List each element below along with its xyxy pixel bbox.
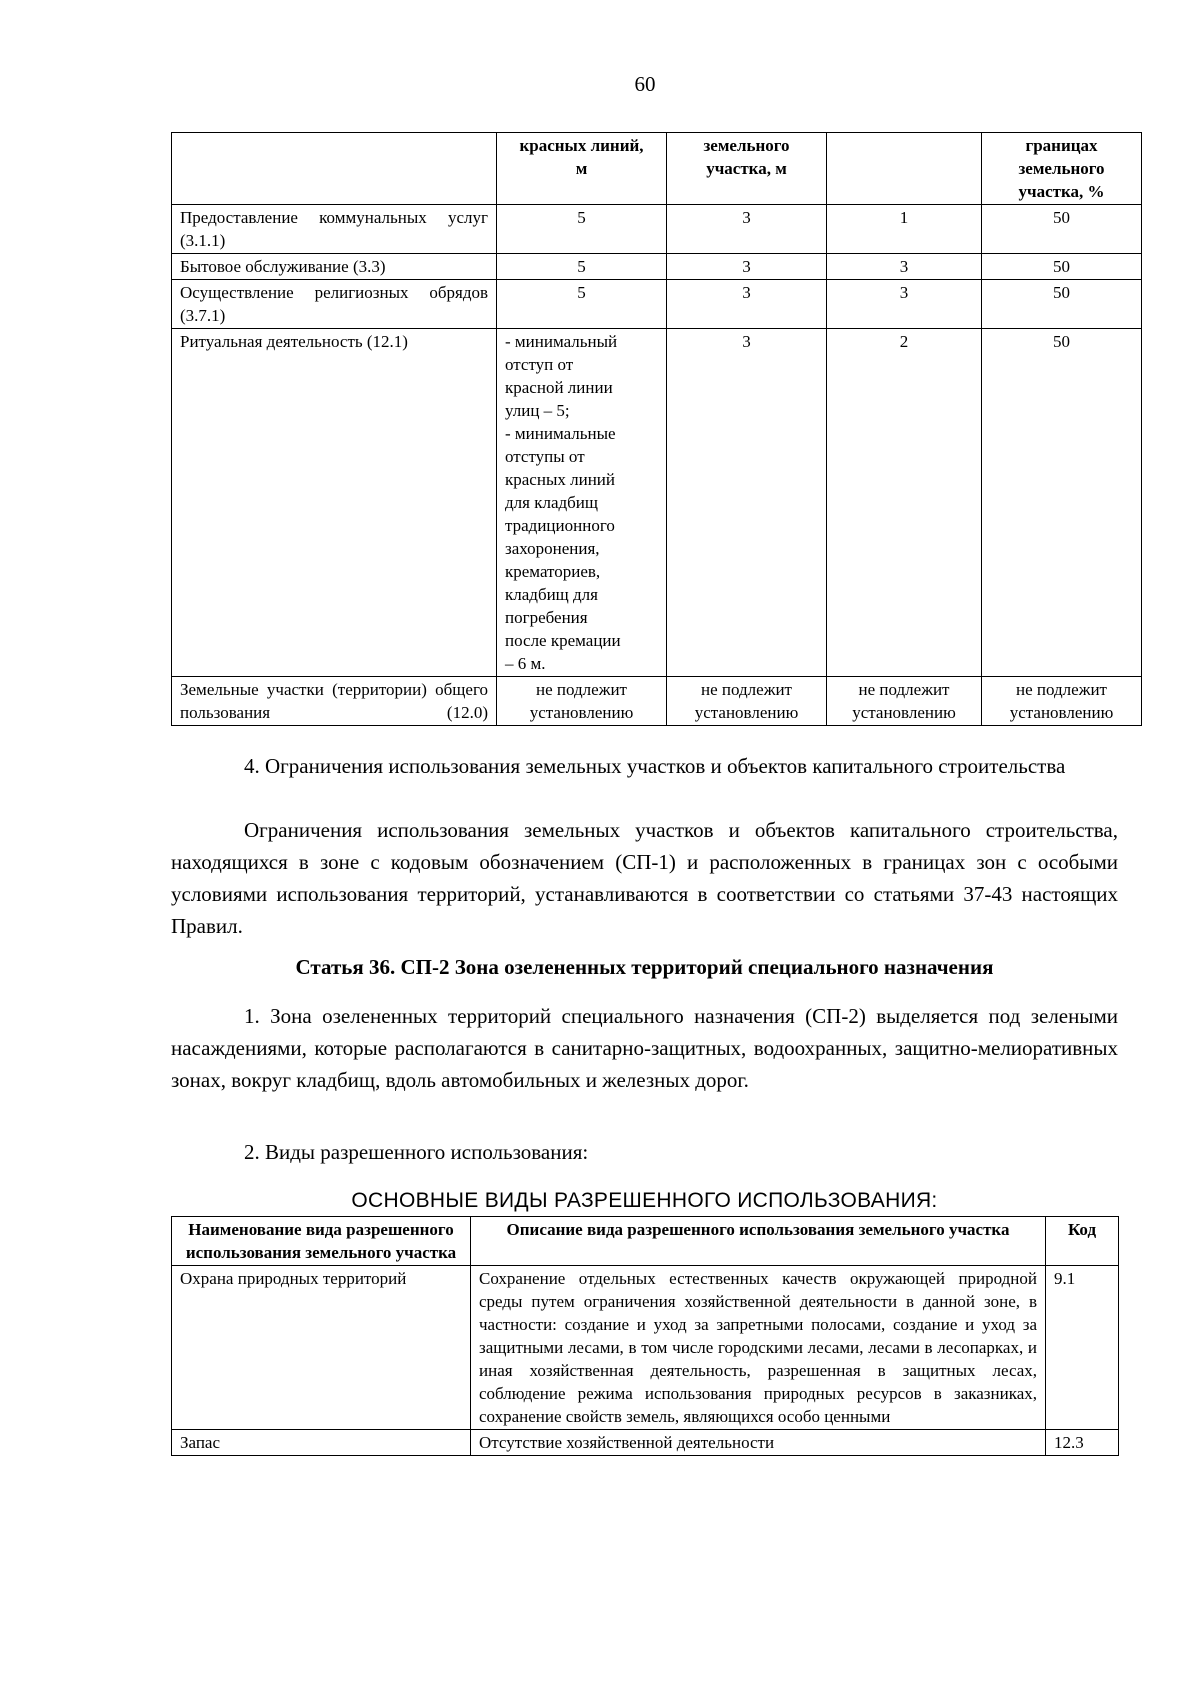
row-value: не подлежит установлению: [827, 677, 982, 726]
text-line: красной линии: [505, 378, 613, 397]
table-row: [172, 1266, 1119, 1430]
row-value: 3: [667, 329, 827, 677]
row-name: Ритуальная деятельность (12.1): [172, 329, 497, 677]
text-line: – 6 м.: [505, 654, 546, 673]
permitted-uses-table: [171, 1216, 1119, 1456]
ritual-setback-description: [497, 329, 667, 677]
text-line: улиц – 5;: [505, 401, 570, 420]
text-line: погребения: [505, 608, 588, 627]
table-header-row: [172, 133, 1142, 205]
row-value: 50: [982, 254, 1142, 280]
table-row: [172, 677, 1142, 726]
table-row: [172, 205, 1142, 254]
row-name: Предоставление коммунальных услуг (3.1.1): [172, 205, 497, 254]
use-description: Сохранение отдельных естественных качеств окружающей природной среды путем ограничения хозяйственной деятельности в данной зоне, в частности: создание и уход за запретными полосами, создание и уход за защитными лесами, в том числе городскими лесами, лесами в лесопарках, и иная хозяйственная деятельность, разрешенная в защитных лесах, соблюдение режима использования природных ресурсов в заказниках, сохранение свойств земель, являющихся особо ценными: [471, 1266, 1046, 1430]
text-line: - минимальный: [505, 332, 618, 351]
setback-parameters-table: [171, 132, 1142, 726]
row-value: 5: [497, 280, 667, 329]
use-name: Охрана природных территорий: [172, 1266, 471, 1430]
header-cell: Код: [1046, 1217, 1119, 1266]
text-line: крематориев,: [505, 562, 601, 581]
text-line: отступы от: [505, 447, 585, 466]
row-value: 50: [982, 280, 1142, 329]
text-line: после кремации: [505, 631, 621, 650]
header-cell: красных линий, м: [497, 133, 667, 205]
use-code: 12.3: [1046, 1430, 1119, 1456]
text-line: отступ от: [505, 355, 574, 374]
restrictions-paragraph: 4. Ограничения использования земельных участков и объектов капитального строительства: [244, 754, 1066, 778]
use-name: Запас: [172, 1430, 471, 1456]
table-row: [172, 254, 1142, 280]
table-row: [172, 280, 1142, 329]
row-name: Осуществление религиозных обрядов (3.7.1): [172, 280, 497, 329]
use-code: 9.1: [1046, 1266, 1119, 1430]
row-value: 1: [827, 205, 982, 254]
text-line: для кладбищ: [505, 493, 598, 512]
page-number: 60: [634, 72, 656, 96]
text-line: традиционного: [505, 516, 615, 535]
restrictions-description: Ограничения использования земельных участков и объектов капитального строительства, находящихся в зоне с кодовым обозначением (СП-1) и расположенных в границах зон с особыми условиями использования территорий, устанавливаются в соответствии со статьями 37-43 настоящих Правил.: [171, 818, 1118, 938]
zone-description: 1. Зона озелененных территорий специального назначения (СП-2) выделяется под зелеными насаждениями, которые располагаются в санитарно-защитных, водоохранных, защитно-мелиоративных зонах, вокруг кладбищ, вдоль автомобильных и железных дорог.: [171, 1004, 1118, 1092]
row-value: 3: [667, 205, 827, 254]
header-cell: Наименование вида разрешенного использования земельного участка: [172, 1217, 471, 1266]
header-cell: [827, 133, 982, 205]
row-name: Бытовое обслуживание (3.3): [172, 254, 497, 280]
row-value: 3: [667, 280, 827, 329]
use-description: Отсутствие хозяйственной деятельности: [471, 1430, 1046, 1456]
row-name: Земельные участки (территории) общего пользования (12.0): [172, 677, 497, 726]
row-value: 5: [497, 254, 667, 280]
header-cell: границах земельного участка, %: [982, 133, 1142, 205]
row-value: 2: [827, 329, 982, 677]
table-header-row: [172, 1217, 1119, 1266]
row-value: не подлежит установлению: [982, 677, 1142, 726]
text-line: - минимальные: [505, 424, 616, 443]
permitted-uses-intro: 2. Виды разрешенного использования:: [244, 1140, 589, 1164]
header-cell: [172, 133, 497, 205]
row-value: не подлежит установлению: [667, 677, 827, 726]
row-value: 5: [497, 205, 667, 254]
row-value: 50: [982, 205, 1142, 254]
article-heading: Статья 36. СП-2 Зона озелененных территорий специального назначения: [295, 955, 994, 979]
row-value: 3: [667, 254, 827, 280]
row-value: 50: [982, 329, 1142, 677]
table-row: [172, 329, 1142, 677]
table-caption: ОСНОВНЫЕ ВИДЫ РАЗРЕШЕННОГО ИСПОЛЬЗОВАНИЯ:: [351, 1189, 938, 1212]
table-row: [172, 1430, 1119, 1456]
row-value: не подлежит установлению: [497, 677, 667, 726]
text-line: кладбищ для: [505, 585, 598, 604]
row-value: 3: [827, 280, 982, 329]
header-cell: Описание вида разрешенного использования земельного участка: [471, 1217, 1046, 1266]
text-line: красных линий: [505, 470, 615, 489]
header-cell: земельного участка, м: [667, 133, 827, 205]
row-value: 3: [827, 254, 982, 280]
text-line: захоронения,: [505, 539, 600, 558]
